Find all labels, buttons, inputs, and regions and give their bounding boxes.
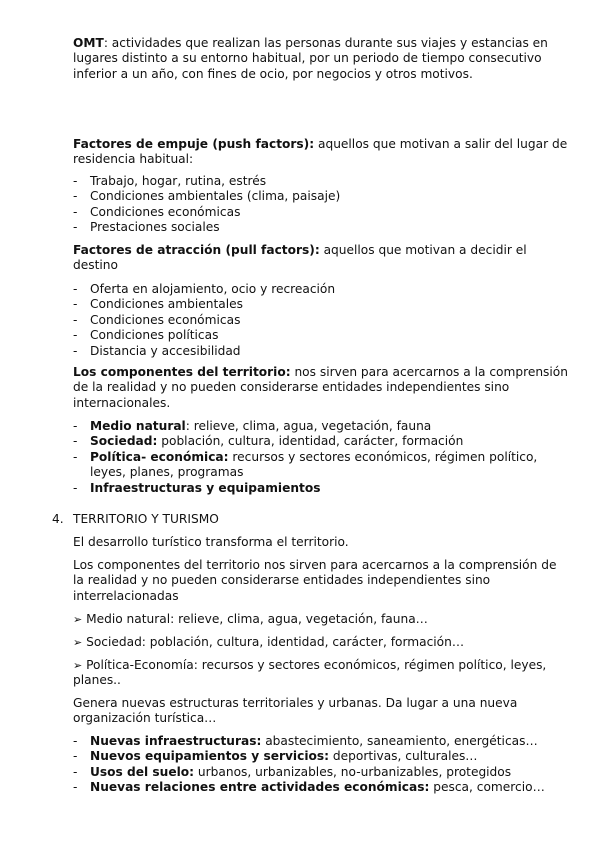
section-paragraph: El desarrollo turístico transforma el territorio. — [73, 535, 349, 549]
omt-term: OMT — [73, 36, 104, 50]
pull-factors-text: aquellos que motivan a decidir el destino — [73, 243, 527, 273]
item-text: : relieve, clima, agua, vegetación, fauna — [185, 419, 432, 433]
components-text: nos sirven para acercarnos a la comprensión de la realidad y no pueden considerarse entidades independientes sino internacionales. — [73, 365, 568, 410]
arrow-item-text: Medio natural: relieve, clima, agua, vegetación, fauna… — [82, 612, 428, 626]
new-structures-list — [73, 734, 569, 796]
list-item: - Condiciones económicas — [73, 205, 569, 220]
list-item: - Prestaciones sociales — [73, 220, 569, 235]
list-item: - Distancia y accesibilidad — [73, 344, 569, 359]
push-factors-title: Factores de empuje (push factors): — [73, 137, 315, 151]
list-item — [73, 780, 569, 795]
item-text: deportivas, culturales… — [329, 749, 478, 764]
components-heading — [73, 365, 569, 411]
push-factors-heading — [73, 137, 569, 168]
item-label: Infraestructuras y equipamientos — [90, 480, 321, 495]
push-factors-list — [73, 174, 569, 236]
pull-factors-title: Factores de atracción (pull factors): — [73, 243, 320, 257]
pull-factors-heading — [73, 243, 569, 274]
section-paragraph: Genera nuevas estructuras territoriales y urbanas. Da lugar a una nueva organización turística… — [73, 696, 518, 726]
arrow-icon: ➢ — [73, 613, 83, 626]
push-factors-text: aquellos que motivan a salir del lugar de residencia habitual: — [73, 137, 568, 167]
list-item — [73, 419, 569, 434]
arrow-item-text: Política-Economía: recursos y sectores económicos, régimen político, leyes, planes.. — [73, 658, 547, 688]
arrow-item — [73, 612, 569, 627]
list-item: - Oferta en alojamiento, ocio y recreación — [73, 282, 569, 297]
list-item: - Condiciones políticas — [73, 328, 569, 343]
omt-text: : actividades que realizan las personas durante sus viajes y estancias en lugares distinto a su entorno habitual, por un periodo de tiempo consecutivo inferior a un año, con fines de ocio, por negocios y otros motivos. — [73, 36, 548, 81]
list-item: - Condiciones ambientales (clima, paisaje) — [73, 189, 569, 204]
section-title — [73, 512, 569, 527]
section-title-text: TERRITORIO Y TURISMO — [73, 512, 219, 526]
item-label: Nuevas relaciones entre actividades económicas: — [90, 780, 430, 795]
list-item — [73, 734, 569, 749]
list-item: - Trabajo, hogar, rutina, estrés — [73, 174, 569, 189]
components-list — [73, 419, 569, 496]
list-item — [73, 434, 569, 449]
item-label: Usos del suelo: — [90, 764, 195, 779]
list-item — [73, 481, 569, 496]
section-paragraph: Los componentes del territorio nos sirven para acercarnos a la comprensión de la realidad y no pueden considerarse entidades independientes sino interrelacionadas — [73, 558, 557, 603]
item-text: recursos y sectores económicos, régimen político, leyes, planes, programas — [90, 449, 538, 480]
arrow-icon: ➢ — [73, 636, 83, 649]
components-title: Los componentes del territorio: — [73, 365, 291, 379]
item-label: Nuevos equipamientos y servicios: — [90, 749, 330, 764]
omt-definition — [73, 36, 569, 82]
item-text: población, cultura, identidad, carácter, formación — [157, 434, 464, 449]
pull-factors-list — [73, 282, 569, 359]
section-number: 4. — [52, 512, 64, 526]
list-item — [73, 450, 569, 481]
arrow-icon: ➢ — [73, 659, 83, 672]
list-item — [73, 765, 569, 780]
item-text: abastecimiento, saneamiento, energéticas… — [261, 734, 538, 748]
list-item: - Condiciones económicas — [73, 313, 569, 328]
arrow-item — [73, 658, 569, 689]
item-label: Medio natural — [90, 419, 186, 433]
list-item: - Condiciones ambientales — [73, 297, 569, 312]
item-text: urbanos, urbanizables, no-urbanizables, protegidos — [194, 764, 512, 779]
item-label: Política- económica: — [90, 449, 229, 464]
arrow-item — [73, 635, 569, 650]
item-label: Nuevas infraestructuras: — [90, 734, 262, 748]
item-label: Sociedad: — [90, 434, 158, 449]
list-item — [73, 749, 569, 764]
item-text: pesca, comercio… — [429, 780, 545, 795]
arrow-item-text: Sociedad: población, cultura, identidad, carácter, formación… — [82, 635, 465, 649]
